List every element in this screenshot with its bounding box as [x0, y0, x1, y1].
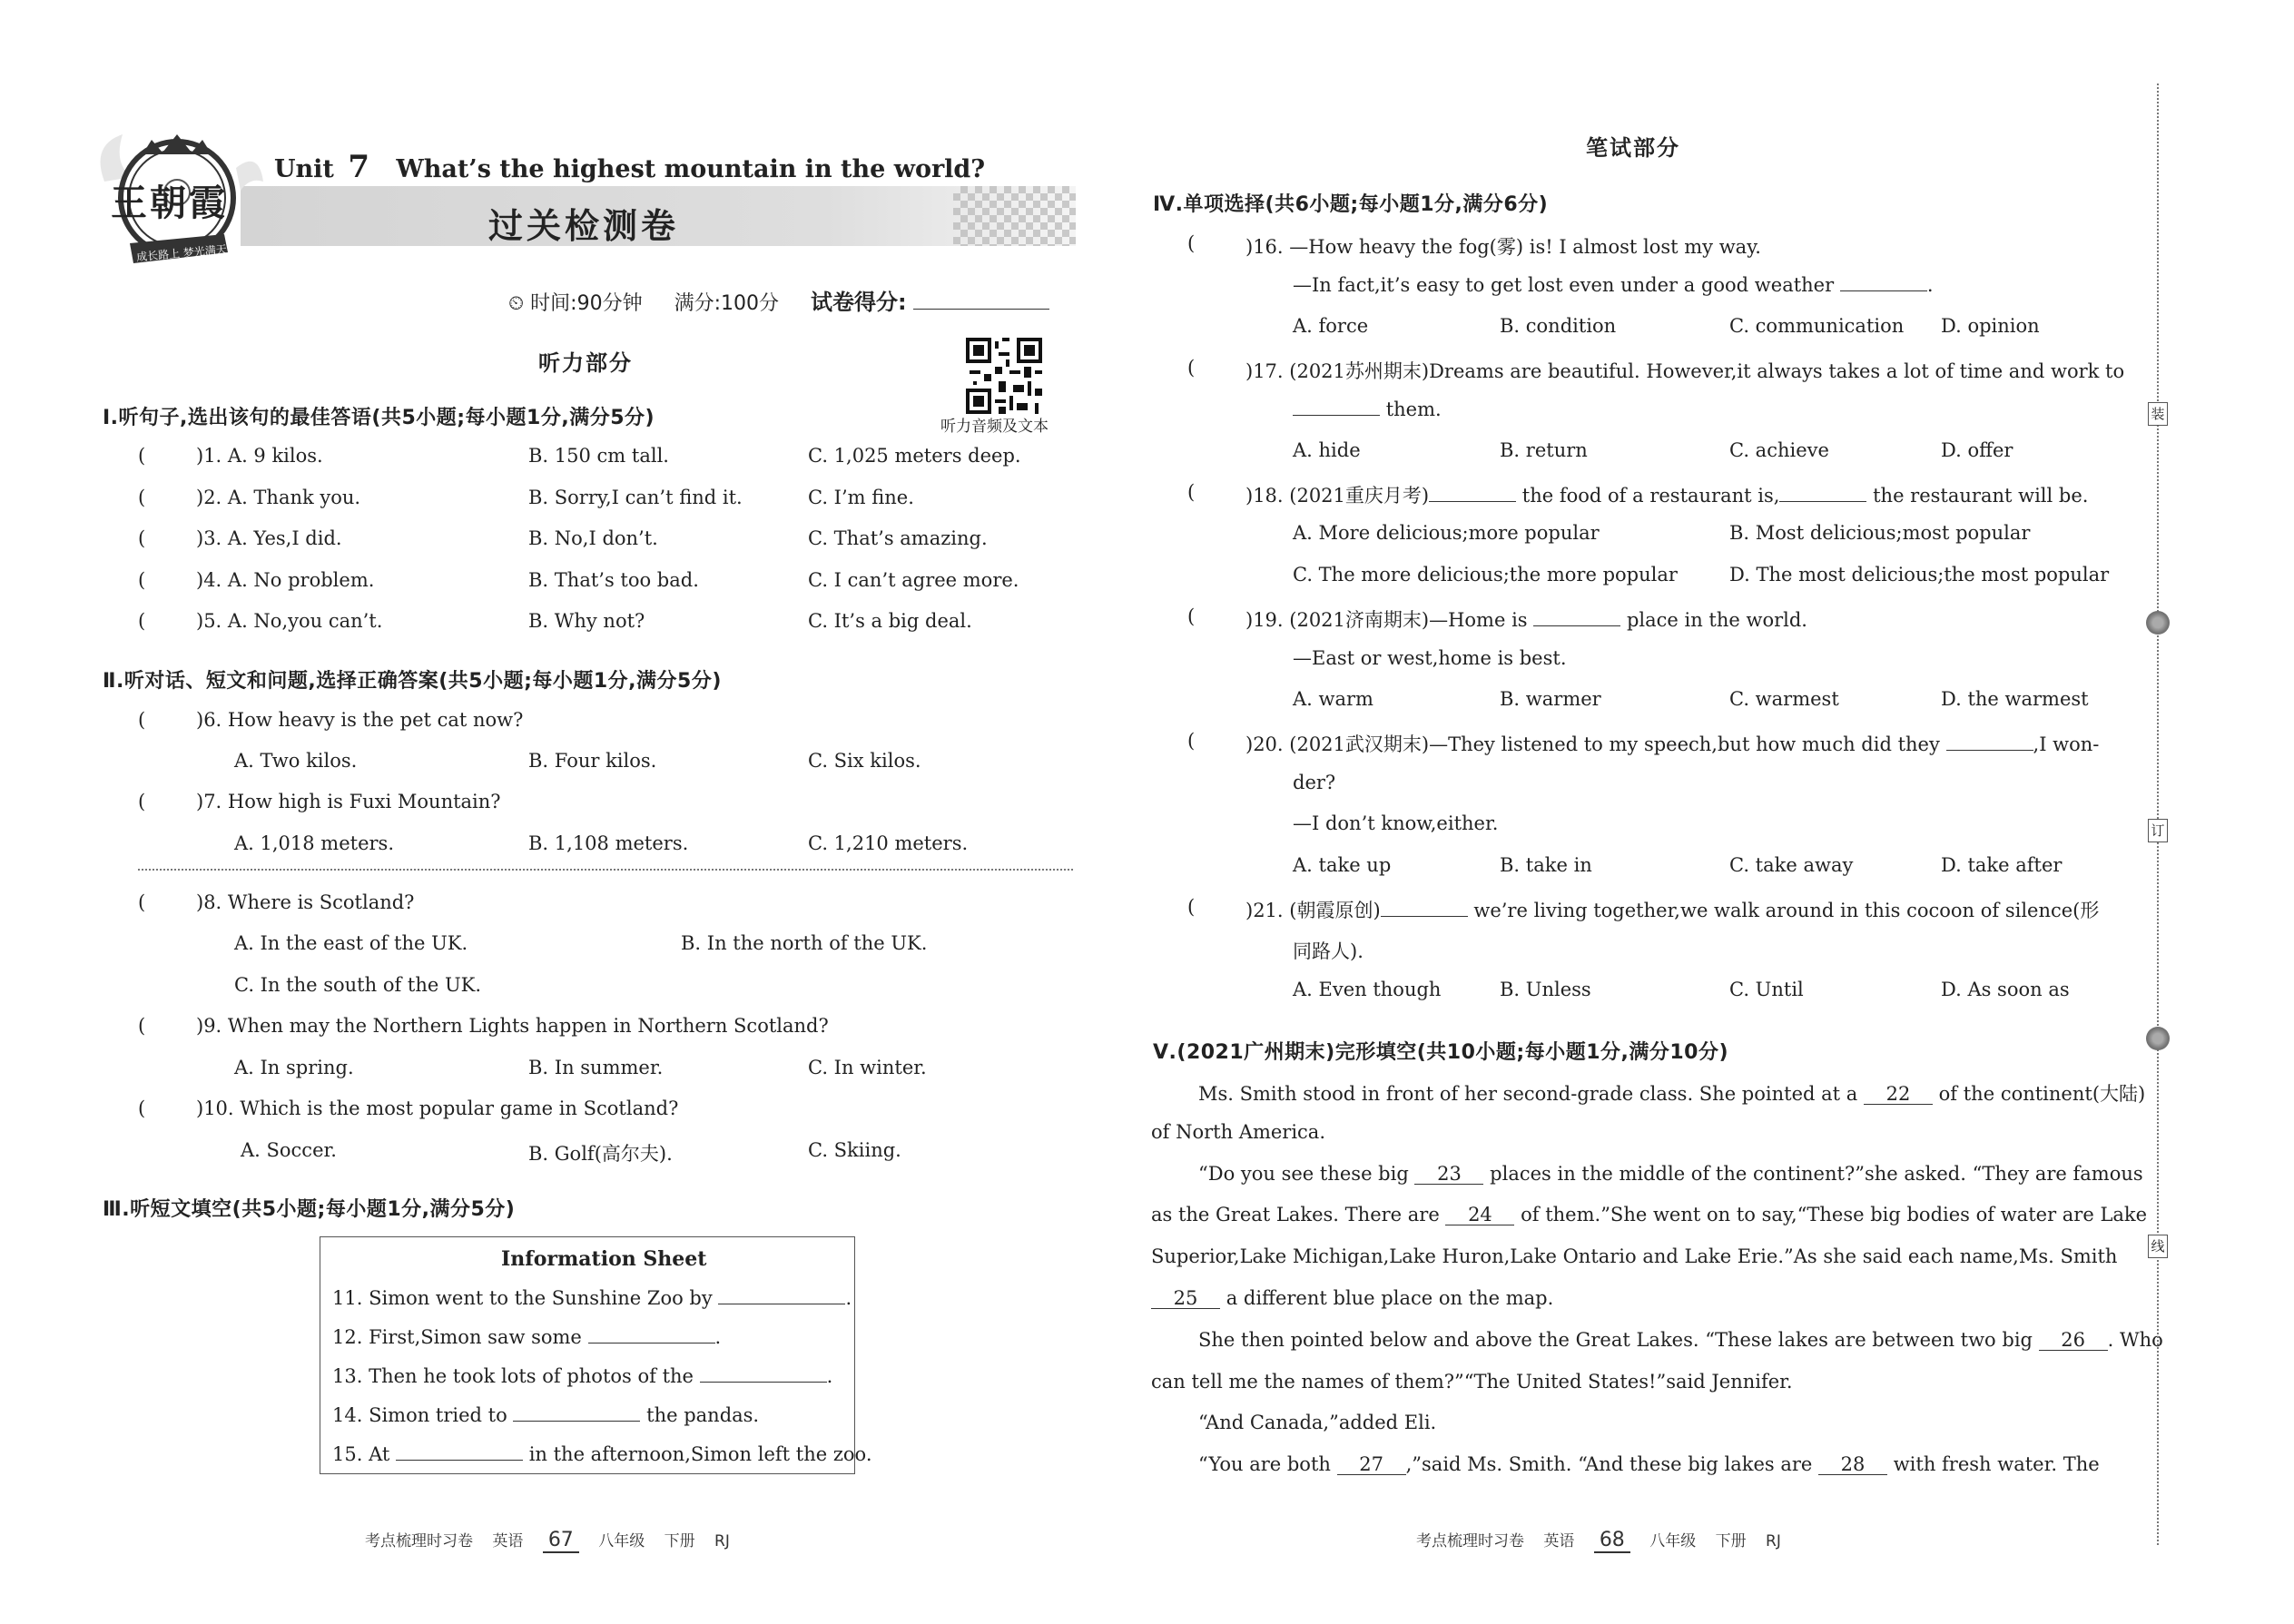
q19-line2: —East or west,home is best.: [1293, 647, 1567, 669]
cloze-text: She then pointed below and above the Great Lakes. “These lakes are between two big: [1198, 1329, 2033, 1351]
binding-cut-line: [2157, 84, 2159, 1545]
footer-book: 考点梳理时习卷: [365, 1532, 473, 1550]
s11-end: .: [845, 1287, 852, 1309]
cloze-line-8: can tell me the names of them?”“The United States!”said Jennifer.: [1151, 1371, 1793, 1393]
q4-option-b: B. That’s too bad.: [528, 569, 699, 591]
footer-subject: 英语: [1543, 1532, 1575, 1550]
q20-option-a: A. take up: [1293, 854, 1392, 876]
q21-text-2: we’re living together,we walk around in this cocoon of silence(形: [1473, 900, 2100, 921]
q1-option-c: C. 1,025 meters deep.: [808, 445, 1021, 467]
unit-title: What’s the highest mountain in the world?: [396, 155, 986, 183]
q2-option-b: B. Sorry,I can’t find it.: [528, 487, 743, 508]
section-1-heading: Ⅰ.听句子,选出该句的最佳答语(共5小题;每小题1分,满分5分): [103, 407, 655, 429]
cloze-blank-24[interactable]: 24: [1445, 1205, 1514, 1225]
full-score: 满分:100分: [674, 292, 779, 315]
page-number: 67: [543, 1529, 579, 1553]
clock-icon: ⏲: [508, 292, 525, 315]
answer-paren[interactable]: (: [138, 610, 146, 632]
answer-paren[interactable]: (: [138, 487, 146, 508]
q18-text-3: the restaurant will be.: [1873, 485, 2089, 507]
binding-marker: 订: [2148, 819, 2168, 842]
answer-paren[interactable]: (: [1187, 730, 1196, 752]
q17-option-c: C. achieve: [1729, 439, 1829, 461]
q18-text-2: the food of a restaurant is,: [1521, 485, 1780, 507]
answer-paren[interactable]: (: [138, 569, 146, 591]
q7-option-a: A. 1,018 meters.: [234, 832, 395, 854]
footer-grade: 八年级: [598, 1532, 645, 1550]
q10-option-a: A. Soccer.: [241, 1139, 337, 1161]
q17-line2-text: them.: [1385, 399, 1442, 420]
header-checker-pattern: [953, 186, 1076, 246]
s14-end: the pandas.: [646, 1404, 760, 1426]
q16-stem: )16. —How heavy the fog(雾) is! I almost lost my way.: [1245, 236, 1761, 258]
blank-11: [332, 1287, 852, 1309]
binding-hole-icon: [2146, 611, 2170, 635]
q16-line2-text: —In fact,it’s easy to get lost even under a good weather: [1293, 274, 1835, 296]
answer-paren[interactable]: (: [138, 791, 146, 812]
q1-stem-a: )1. A. 9 kilos.: [196, 445, 323, 467]
footer-edition: RJ: [714, 1532, 730, 1550]
time-info: 时间:90分钟: [530, 292, 643, 315]
q6-option-c: C. Six kilos.: [808, 750, 921, 772]
q18-text-1: )18. (2021重庆月考): [1245, 485, 1430, 507]
cloze-blank-25[interactable]: 25: [1151, 1288, 1220, 1309]
q6-option-a: A. Two kilos.: [234, 750, 358, 772]
unit-label: Unit: [274, 155, 334, 183]
q8-option-b: B. In the north of the UK.: [681, 932, 928, 954]
q7-option-c: C. 1,210 meters.: [808, 832, 969, 854]
binding-hole-icon: [2146, 1027, 2170, 1050]
cloze-line-1: [1198, 1079, 2145, 1107]
blank-14: [332, 1404, 759, 1426]
binding-marker: 线: [2148, 1235, 2168, 1258]
s12-text: 12. First,Simon saw some: [332, 1326, 582, 1348]
q20-text-1: )20. (2021武汉期末)—They listened to my speech,but how much did they: [1245, 733, 1940, 755]
footer-volume: 下册: [664, 1532, 695, 1550]
cloze-text: Ms. Smith stood in front of her second-grade class. She pointed at a: [1198, 1083, 1858, 1105]
q21-option-a: A. Even though: [1293, 979, 1442, 1000]
q19-option-c: C. warmest: [1729, 688, 1839, 710]
q20-text-2: ,I won-: [2033, 733, 2100, 755]
q21-option-d: D. As soon as: [1941, 979, 2070, 1000]
answer-paren[interactable]: (: [138, 1015, 146, 1037]
answer-paren[interactable]: (: [138, 1097, 146, 1119]
qr-caption: 听力音频及文本: [940, 418, 1049, 436]
q19-option-b: B. warmer: [1500, 688, 1601, 710]
q20-line3: —I don’t know,either.: [1293, 812, 1499, 834]
cloze-blank-28[interactable]: 28: [1818, 1454, 1887, 1475]
q8-option-c: C. In the south of the UK.: [234, 974, 482, 996]
q9-option-c: C. In winter.: [808, 1057, 927, 1078]
q18-stem: [1245, 481, 2088, 508]
cloze-line-3: [1198, 1163, 2143, 1185]
score-label: 试卷得分:: [811, 290, 907, 315]
q17-option-d: D. offer: [1941, 439, 2013, 461]
cloze-text: “You are both: [1198, 1453, 1331, 1475]
s15-end: in the afternoon,Simon left the zoo.: [528, 1443, 872, 1465]
q21-blank[interactable]: [1381, 901, 1468, 917]
answer-paren[interactable]: (: [138, 709, 146, 731]
blank-13: [332, 1365, 832, 1387]
q4-stem-a: )4. A. No problem.: [196, 569, 375, 591]
cloze-text: “Do you see these big: [1198, 1163, 1409, 1185]
q5-stem-a: )5. A. No,you can’t.: [196, 610, 383, 632]
cloze-text: places in the middle of the continent?”she asked. “They are famous: [1490, 1163, 2143, 1185]
answer-paren[interactable]: (: [1187, 481, 1196, 503]
q21-line2: 同路人).: [1293, 940, 1364, 962]
information-sheet: [320, 1236, 855, 1474]
listening-title: 听力部分: [538, 350, 633, 376]
q2-option-c: C. I’m fine.: [808, 487, 914, 508]
cloze-text: a different blue place on the map.: [1226, 1287, 1554, 1309]
qr-code-icon[interactable]: [966, 338, 1042, 414]
section-3-heading: Ⅲ.听短文填空(共5小题;每小题1分,满分5分): [103, 1198, 516, 1221]
q16-line2: [1293, 274, 1934, 296]
dotted-separator: [138, 869, 1073, 871]
cloze-text: ,”said Ms. Smith. “And these big lakes are: [1405, 1453, 1813, 1475]
q16-blank[interactable]: [1840, 275, 1927, 291]
answer-paren[interactable]: (: [1187, 357, 1196, 379]
q19-stem: [1245, 605, 1807, 633]
q16-end: .: [1926, 274, 1934, 296]
q20-stem: [1245, 730, 2099, 757]
cloze-line-9: “And Canada,”added Eli.: [1198, 1412, 1437, 1433]
q19-option-d: D. the warmest: [1941, 688, 2089, 710]
s13-text: 13. Then he took lots of photos of the: [332, 1365, 694, 1387]
cloze-line-4: [1151, 1204, 2147, 1225]
section-5-heading: Ⅴ.(2021广州期末)完形填空(共10小题;每小题1分,满分10分): [1153, 1041, 1729, 1064]
footer-grade: 八年级: [1649, 1532, 1697, 1550]
blank-13-line[interactable]: [700, 1366, 827, 1383]
q18-option-b: B. Most delicious;most popular: [1729, 522, 2031, 544]
q17-stem: )17. (2021苏州期末)Dreams are beautiful. However,it always takes a lot of time and work to: [1245, 360, 2125, 382]
q6-stem: )6. How heavy is the pet cat now?: [196, 709, 524, 731]
s14-text: 14. Simon tried to: [332, 1404, 507, 1426]
q8-stem: )8. Where is Scotland?: [196, 891, 415, 913]
q17-blank[interactable]: [1293, 399, 1380, 416]
q17-option-b: B. return: [1500, 439, 1588, 461]
cloze-blank-22[interactable]: 22: [1864, 1084, 1933, 1105]
q18-option-c: C. The more delicious;the more popular: [1293, 564, 1678, 586]
q20-option-d: D. take after: [1941, 854, 2063, 876]
logo-text: 王朝霞: [111, 182, 228, 224]
blank-14-line[interactable]: [513, 1405, 640, 1422]
answer-paren[interactable]: (: [1187, 896, 1196, 918]
cloze-line-2: of North America.: [1151, 1121, 1326, 1143]
q20-option-c: C. take away: [1729, 854, 1854, 876]
cloze-text: with fresh water. The: [1893, 1453, 2100, 1475]
answer-paren[interactable]: (: [138, 445, 146, 467]
cloze-blank-27[interactable]: 27: [1337, 1454, 1406, 1475]
q21-option-b: B. Unless: [1500, 979, 1591, 1000]
q7-stem: )7. How high is Fuxi Mountain?: [196, 791, 501, 812]
q4-option-c: C. I can’t agree more.: [808, 569, 1019, 591]
unit-heading: [274, 149, 985, 185]
q16-option-b: B. condition: [1500, 315, 1617, 337]
q9-option-b: B. In summer.: [528, 1057, 664, 1078]
cloze-text: . Who: [2107, 1329, 2163, 1351]
answer-paren[interactable]: (: [1187, 232, 1196, 254]
blank-11-line[interactable]: [718, 1288, 845, 1304]
logo-ribbon: 成长路上 梦光满天: [135, 242, 228, 264]
q19-text-1: )19. (2021济南期末)—Home is: [1245, 609, 1528, 631]
cloze-line-7: [1198, 1329, 2163, 1351]
q18-blank-2[interactable]: [1779, 486, 1866, 502]
footer-edition: RJ: [1766, 1532, 1781, 1550]
footer-left: [365, 1528, 730, 1551]
cloze-blank-23[interactable]: 23: [1414, 1164, 1483, 1185]
q19-text-2: place in the world.: [1626, 609, 1807, 631]
cloze-text: of them.”She went on to say,“These big bodies of water are Lake: [1521, 1204, 2148, 1225]
answer-paren[interactable]: (: [138, 891, 146, 913]
q18-option-d: D. The most delicious;the most popular: [1729, 564, 2110, 586]
q16-option-c: C. communication: [1729, 315, 1905, 337]
q16-option-a: A. force: [1293, 315, 1369, 337]
q17-line2: [1293, 399, 1442, 420]
cloze-text: of the continent(大陆): [1938, 1083, 2146, 1105]
s12-end: .: [714, 1326, 722, 1348]
q18-blank-1[interactable]: [1429, 486, 1516, 502]
q3-option-b: B. No,I don’t.: [528, 527, 658, 549]
blank-15-line[interactable]: [396, 1444, 523, 1461]
written-title: 笔试部分: [1586, 135, 1680, 161]
q18-option-a: A. More delicious;more popular: [1293, 522, 1600, 544]
q5-option-b: B. Why not?: [528, 610, 645, 632]
q1-option-b: B. 150 cm tall.: [528, 445, 669, 467]
q20-option-b: B. take in: [1500, 854, 1592, 876]
cloze-blank-26[interactable]: 26: [2039, 1330, 2108, 1351]
score-field[interactable]: [913, 293, 1049, 310]
section-4-heading: Ⅳ.单项选择(共6小题;每小题1分,满分6分): [1153, 193, 1549, 216]
q5-option-c: C. It’s a big deal.: [808, 610, 972, 632]
footer-subject: 英语: [492, 1532, 524, 1550]
cloze-line-5: Superior,Lake Michigan,Lake Huron,Lake Ontario and Lake Erie.”As she said each name,Ms. Smith: [1151, 1245, 2118, 1267]
q10-option-b: B. Golf(高尔夫).: [528, 1143, 673, 1165]
q7-option-b: B. 1,108 meters.: [528, 832, 689, 854]
q9-option-a: A. In spring.: [234, 1057, 354, 1078]
q10-option-c: C. Skiing.: [808, 1139, 901, 1161]
q17-option-a: A. hide: [1293, 439, 1361, 461]
answer-paren[interactable]: (: [138, 527, 146, 549]
footer-book: 考点梳理时习卷: [1416, 1532, 1524, 1550]
cloze-line-6: [1151, 1287, 1553, 1309]
q9-stem: )9. When may the Northern Lights happen in Northern Scotland?: [196, 1015, 829, 1037]
page-subtitle: 过关检测卷: [488, 206, 680, 246]
q21-stem: [1245, 896, 2099, 923]
footer-volume: 下册: [1715, 1532, 1747, 1550]
q8-option-a: A. In the east of the UK.: [234, 932, 468, 954]
blank-12-line[interactable]: [588, 1327, 715, 1343]
q19-blank[interactable]: [1533, 610, 1620, 626]
q21-text-1: )21. (朝霞原创): [1245, 900, 1381, 921]
q16-option-d: D. opinion: [1941, 315, 2040, 337]
q2-stem-a: )2. A. Thank you.: [196, 487, 361, 508]
cloze-text: as the Great Lakes. There are: [1151, 1204, 1440, 1225]
q3-option-c: C. That’s amazing.: [808, 527, 988, 549]
page-number: 68: [1594, 1529, 1630, 1553]
cloze-line-10: [1198, 1453, 2100, 1475]
q19-option-a: A. warm: [1293, 688, 1373, 710]
q20-blank[interactable]: [1946, 734, 2033, 751]
s15-text: 15. At: [332, 1443, 390, 1465]
binding-marker: 装: [2148, 402, 2168, 426]
unit-number: 7: [348, 149, 369, 185]
footer-right: [1416, 1528, 1781, 1551]
q20-line2: der?: [1293, 772, 1336, 793]
blank-12: [332, 1326, 721, 1348]
s13-end: .: [826, 1365, 833, 1387]
q21-option-c: C. Until: [1729, 979, 1804, 1000]
blank-15: [332, 1443, 872, 1465]
answer-paren[interactable]: (: [1187, 605, 1196, 627]
q10-stem: )10. Which is the most popular game in Scotland?: [196, 1097, 679, 1119]
exam-info: [508, 284, 1049, 316]
info-sheet-title: Information Sheet: [501, 1247, 707, 1271]
s11-text: 11. Simon went to the Sunshine Zoo by: [332, 1287, 713, 1309]
section-2-heading: Ⅱ.听对话、短文和问题,选择正确答案(共5小题;每小题1分,满分5分): [103, 670, 722, 693]
q6-option-b: B. Four kilos.: [528, 750, 657, 772]
q3-stem-a: )3. A. Yes,I did.: [196, 527, 342, 549]
